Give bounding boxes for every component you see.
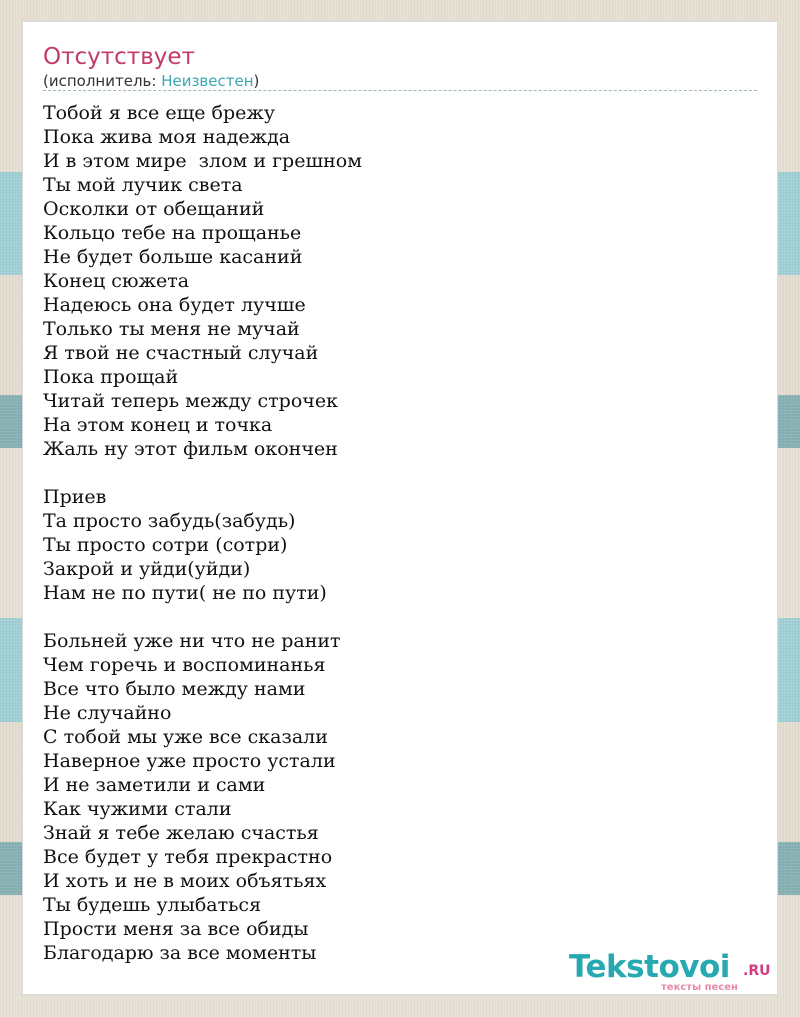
- lyric-line: Ты мой лучик света: [43, 174, 243, 196]
- logo-tld: .RU: [743, 963, 771, 979]
- lyric-line: С тобой мы уже все сказали: [43, 726, 328, 748]
- lyric-line: Не случайно: [43, 702, 172, 724]
- lyric-line: На этом конец и точка: [43, 414, 273, 436]
- lyric-line: Тобой я все еще брежу: [43, 102, 276, 124]
- logo-wordmark: Tekstovoi: [569, 949, 730, 985]
- lyric-line: Наверное уже просто устали: [43, 750, 336, 772]
- lyric-line: И не заметили и сами: [43, 774, 266, 796]
- lyric-line: Не будет больше касаний: [43, 246, 303, 268]
- lyric-line: Как чужими стали: [43, 798, 232, 820]
- lyric-line: Кольцо тебе на прощанье: [43, 222, 302, 244]
- lyric-line: Пока жива моя надежда: [43, 126, 291, 148]
- lyric-line: Прости меня за все обиды: [43, 918, 309, 940]
- lyric-line: Надеюсь она будет лучше: [43, 294, 306, 316]
- lyric-line: Чем горечь и воспоминанья: [43, 654, 326, 676]
- lyric-line: Приев: [43, 486, 107, 508]
- lyric-line: Все что было между нами: [43, 678, 306, 700]
- lyrics-card: [22, 21, 778, 995]
- lyric-line: Осколки от обещаний: [43, 198, 265, 220]
- song-title: Отсутствует: [43, 44, 195, 70]
- lyric-line: Конец сюжета: [43, 270, 190, 292]
- artist-suffix: ): [253, 72, 260, 90]
- lyric-line: Я твой не счастный случай: [43, 342, 319, 364]
- lyric-line: Ты будешь улыбаться: [43, 894, 262, 916]
- lyric-line: Пока прощай: [43, 366, 179, 388]
- lyric-line: Читай теперь между строчек: [43, 390, 338, 412]
- lyric-line: Нам не по пути( не по пути): [43, 582, 327, 604]
- lyric-line: Ты просто сотри (сотри): [43, 534, 288, 556]
- lyric-line: И хоть и не в моих объятьях: [43, 870, 327, 892]
- title-divider: [43, 90, 757, 91]
- logo-subtitle: тексты песен: [661, 982, 738, 993]
- lyric-line: Жаль ну этот фильм окончен: [43, 438, 338, 460]
- lyric-line: Больней уже ни что не ранит: [43, 630, 341, 652]
- site-logo[interactable]: [569, 947, 779, 997]
- lyrics-text: [43, 101, 743, 965]
- artist-prefix: (исполнитель:: [43, 72, 162, 90]
- lyric-line: И в этом мире злом и грешном: [43, 150, 362, 172]
- lyric-line: Закрой и уйди(уйди): [43, 558, 251, 580]
- lyric-line: Та просто забудь(забудь): [43, 510, 296, 532]
- lyric-line: Знай я тебе желаю счастья: [43, 822, 319, 844]
- lyric-line: Благодарю за все моменты: [43, 942, 317, 964]
- lyric-line: Только ты меня не мучай: [43, 318, 300, 340]
- lyric-line: Все будет у тебя прекрастно: [43, 846, 333, 868]
- lyric-blank-line: [43, 461, 743, 485]
- artist-line: [43, 71, 259, 91]
- artist-link[interactable]: Неизвестен: [161, 72, 254, 90]
- lyric-blank-line: [43, 605, 743, 629]
